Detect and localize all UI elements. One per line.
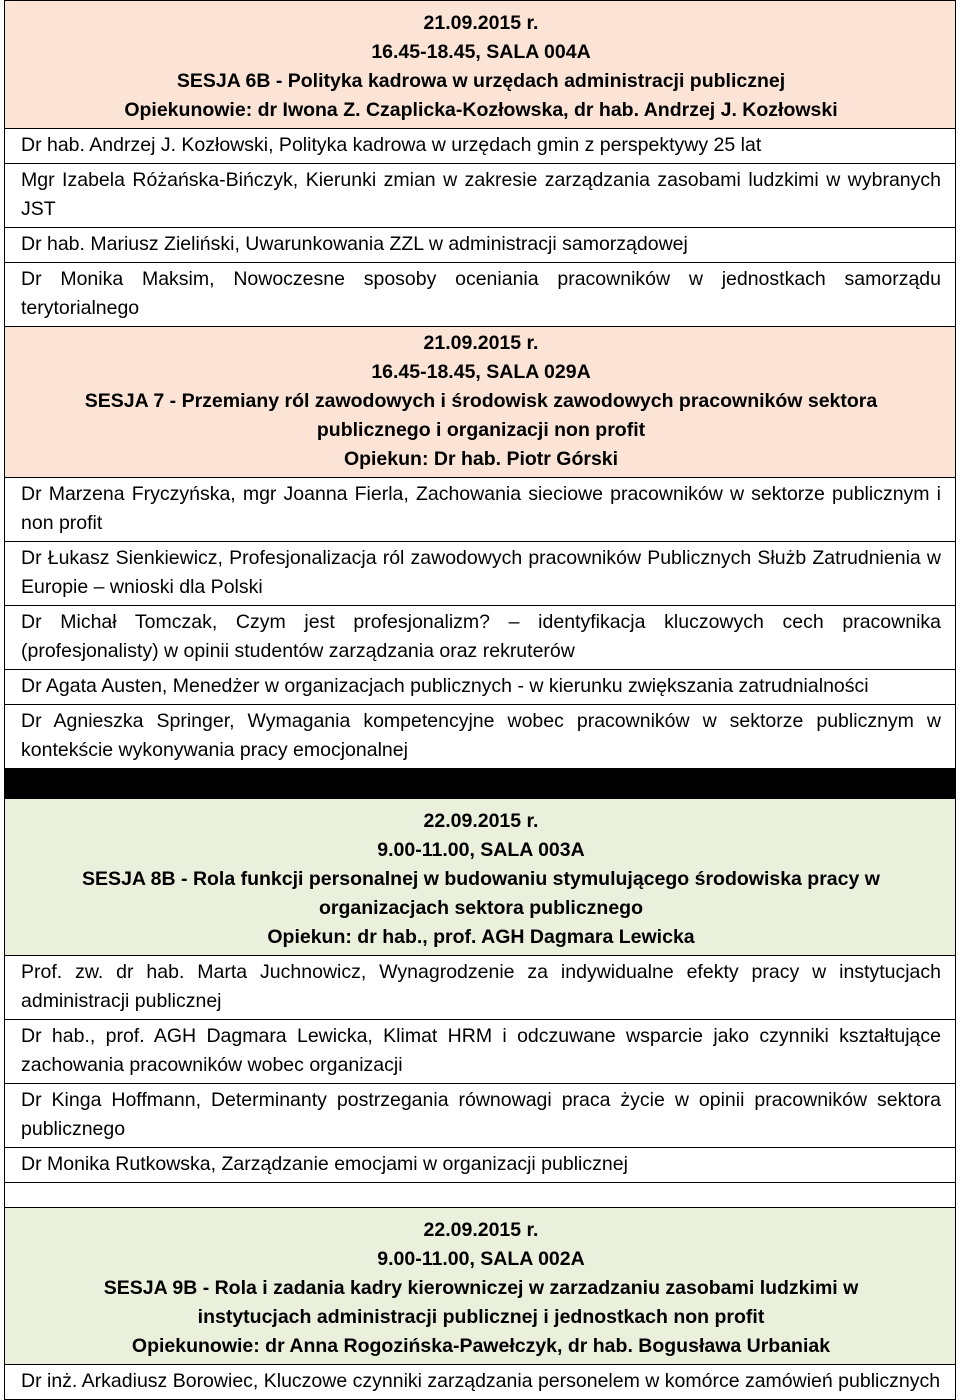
session-date: 22.09.2015 r. (423, 1219, 539, 1241)
talk-entry: Dr Monika Maksim, Nowoczesne sposoby oceniania pracowników w jednostkach samorządu terytorialnego (5, 263, 956, 327)
talk-entry: Dr Michał Tomczak, Czym jest profesjonalizm? – identyfikacja kluczowych cech pracownika (profesjonalisty) w opinii studentów zarządzania oraz rekruterów (5, 606, 956, 670)
session-title: SESJA 9B - Rola i zadania kadry kierowniczej w zarzadzaniu zasobami ludzkimi w instytucjach administracji publicznej i jednostkach non profit (103, 1277, 859, 1328)
talk-entry: Dr hab. Andrzej J. Kozłowski, Polityka kadrowa w urzędach gmin z perspektywy 25 lat (5, 129, 956, 164)
session-title: SESJA 6B - Polityka kadrowa w urzędach administracji publicznej (176, 70, 786, 92)
talk-entry: Dr hab., prof. AGH Dagmara Lewicka, Klimat HRM i odczuwane wsparcie jako czynniki kształtujące zachowania pracowników wobec organizacji (5, 1020, 956, 1084)
session-chairs: Opiekun: dr hab., prof. AGH Dagmara Lewicka (267, 926, 695, 948)
talk-entry: Dr Agata Austen, Menedżer w organizacjach publicznych - w kierunku zwiększania zatrudnialności (5, 670, 956, 705)
session-chairs: Opiekunowie: dr Iwona Z. Czaplicka-Kozłowska, dr hab. Andrzej J. Kozłowski (124, 99, 838, 121)
talk-entry: Prof. zw. dr hab. Marta Juchnowicz, Wynagrodzenie za indywidualne efekty pracy w instytucjach administracji publicznej (5, 956, 956, 1020)
session-header-row (5, 1208, 956, 1365)
session-header (5, 327, 956, 478)
session-chairs: Opiekun: Dr hab. Piotr Górski (343, 448, 619, 470)
talk-entry: Dr Łukasz Sienkiewicz, Profesjonalizacja ról zawodowych pracowników Publicznych Służb Zatrudnienia w Europie – wnioski dla Polski (5, 542, 956, 606)
talk-entry: Dr Kinga Hoffmann, Determinanty postrzegania równowagi praca życie w opinii pracowników sektora publicznego (5, 1084, 956, 1148)
talk-entry: Dr Marzena Fryczyńska, mgr Joanna Fierla, Zachowania sieciowe pracowników w sektorze publicznym i non profit (5, 478, 956, 542)
session-header (5, 1208, 956, 1365)
session-header-row (5, 1, 956, 129)
session-header-row (5, 327, 956, 478)
talk-entry: Dr Agnieszka Springer, Wymagania kompetencyjne wobec pracowników w sektorze publicznym w kontekście wykonywania pracy emocjonalnej (5, 705, 956, 769)
session-date: 21.09.2015 r. (423, 12, 539, 34)
session-date: 21.09.2015 r. (423, 332, 539, 354)
separator-bar (5, 769, 956, 799)
session-title: SESJA 7 - Przemiany ról zawodowych i środowisk zawodowych pracowników sektora publicznego i organizacji non profit (84, 390, 878, 441)
session-time-room: 16.45-18.45, SALA 029A (371, 361, 591, 383)
session-title: SESJA 8B - Rola funkcji personalnej w budowaniu stymulującego środowiska pracy w organizacjach sektora publicznego (82, 868, 880, 919)
session-header-row (5, 799, 956, 956)
talk-entry: Dr inż. Arkadiusz Borowiec, Kluczowe czynniki zarządzania personelem w komórce zamówień publicznych (5, 1365, 956, 1400)
session-time-room: 9.00-11.00, SALA 002A (377, 1248, 585, 1270)
empty-row (5, 1183, 956, 1208)
session-header (5, 799, 956, 956)
session-time-room: 9.00-11.00, SALA 003A (377, 839, 585, 861)
session-chairs: Opiekunowie: dr Anna Rogozińska-Pawełczyk, dr hab. Bogusława Urbaniak (131, 1335, 831, 1357)
conference-program-table (4, 0, 956, 1400)
session-time-room: 16.45-18.45, SALA 004A (371, 41, 591, 63)
session-header (5, 1, 956, 129)
talk-entry: Dr hab. Mariusz Zieliński, Uwarunkowania ZZL w administracji samorządowej (5, 228, 956, 263)
talk-entry: Mgr Izabela Różańska-Bińczyk, Kierunki zmian w zakresie zarządzania zasobami ludzkimi w wybranych JST (5, 164, 956, 228)
talk-entry: Dr Monika Rutkowska, Zarządzanie emocjami w organizacji publicznej (5, 1148, 956, 1183)
session-date: 22.09.2015 r. (423, 810, 539, 832)
